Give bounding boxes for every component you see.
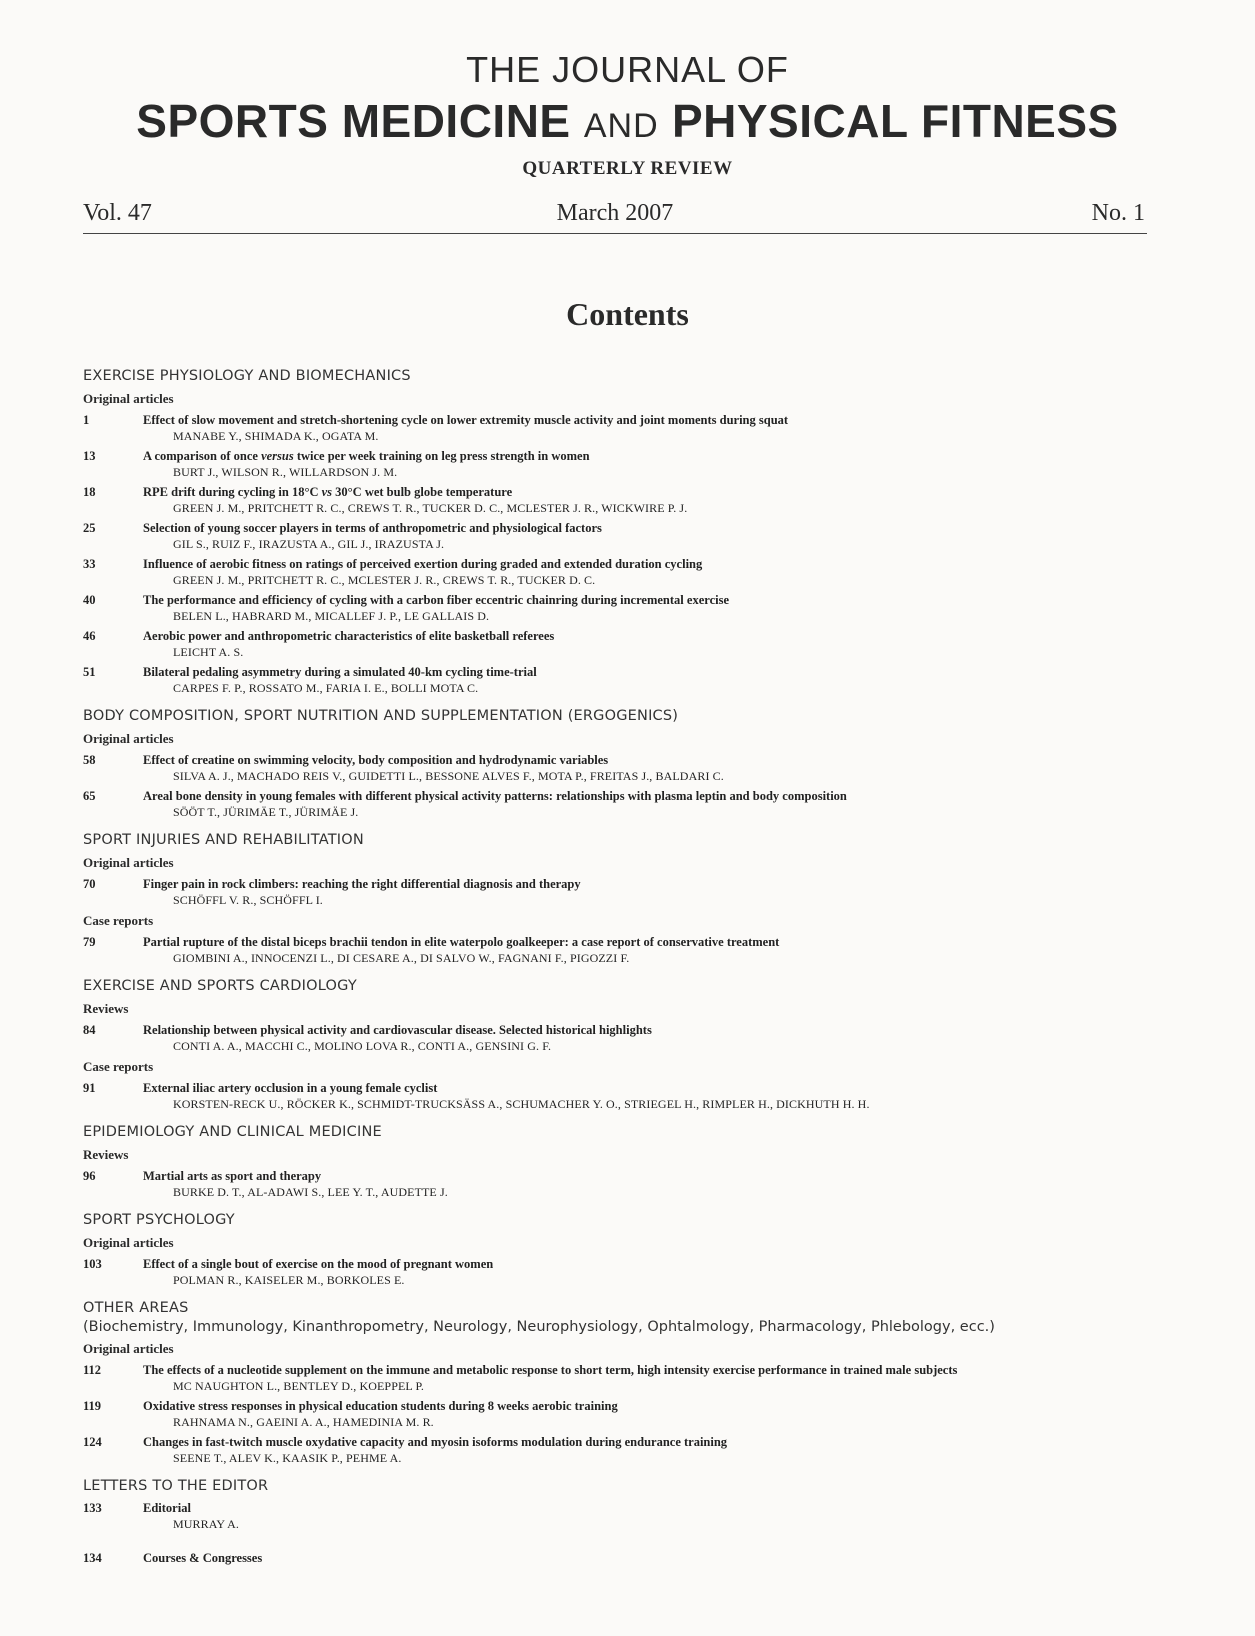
entry-page-number: 58: [83, 753, 96, 767]
toc-entry: [83, 520, 1183, 552]
entry-title: Martial arts as sport and therapy: [143, 1169, 322, 1183]
section-title: OTHER AREAS: [83, 1300, 189, 1316]
toc-entry: [83, 1256, 1183, 1288]
entry-authors: MANABE Y., SHIMADA K., OGATA M.: [173, 429, 379, 443]
entry-page-number: 25: [83, 521, 96, 535]
entry-title: RPE drift during cycling in 18°C vs 30°C wet bulb globe temperature: [143, 485, 513, 499]
italic-fragment: vs: [318, 485, 336, 499]
toc-entry: [83, 448, 1183, 480]
entry-page-number: 33: [83, 557, 96, 571]
toc-entry: [83, 484, 1183, 516]
toc-entry: [83, 664, 1183, 696]
toc-entry: [83, 1550, 1183, 1567]
entry-page-number: 46: [83, 629, 96, 643]
entry-title: Bilateral pedaling asymmetry during a simulated 40-km cycling time-trial: [143, 665, 537, 679]
entry-authors: GREEN J. M., PRITCHETT R. C., MCLESTER J. R., CREWS T. R., TUCKER D. C.: [173, 573, 596, 587]
entry-title: The effects of a nucleotide supplement on the immune and metabolic response to short term, high intensity exercise performance in trained male subjects: [143, 1363, 958, 1377]
spacer: [83, 1532, 1183, 1546]
article-type-label: Original articles: [83, 731, 174, 746]
toc-entry: [83, 1168, 1183, 1200]
entry-page-number: 18: [83, 485, 96, 499]
article-type-label: Case reports: [83, 913, 154, 928]
entry-title: Effect of slow movement and stretch-shortening cycle on lower extremity muscle activity and joint moments during squat: [143, 413, 789, 427]
entry-title: Effect of creatine on swimming velocity, body composition and hydrodynamic variables: [143, 753, 609, 767]
entry-title: Changes in fast-twitch muscle oxydative capacity and myosin isoforms modulation during endurance training: [143, 1435, 728, 1449]
article-type-label: Original articles: [83, 1341, 174, 1356]
entry-authors: SEENE T., ALEV K., KAASIK P., PEHME A.: [173, 1451, 402, 1465]
toc-entry: [83, 934, 1183, 966]
section-title: BODY COMPOSITION, SPORT NUTRITION AND SUPPLEMENTATION (ERGOGENICS): [83, 708, 679, 724]
section-title: LETTERS TO THE EDITOR: [83, 1478, 269, 1494]
entry-title: Editorial: [143, 1501, 191, 1515]
article-type-label: Reviews: [83, 1001, 129, 1016]
entry-authors: KORSTEN-RECK U., RÖCKER K., SCHMIDT-TRUCKSÄSS A., SCHUMACHER Y. O., STRIEGEL H., RIMPLER H., DICKHUTH H. H.: [173, 1097, 870, 1111]
toc-entry: [83, 1500, 1183, 1532]
entry-page-number: 79: [83, 935, 96, 949]
entry-authors: SILVA A. J., MACHADO REIS V., GUIDETTI L., BESSONE ALVES F., MOTA P., FREITAS J., BALDARI C.: [173, 769, 724, 783]
section-title: EXERCISE PHYSIOLOGY AND BIOMECHANICS: [83, 368, 411, 384]
entry-title: Influence of aerobic fitness on ratings of perceived exertion during graded and extended duration cycling: [143, 557, 703, 571]
journal-title-line1: THE JOURNAL OF: [466, 49, 789, 90]
section-subtitle: (Biochemistry, Immunology, Kinanthropometry, Neurology, Neurophysiology, Ophtalmology, Pharmacology, Phlebology, ecc.): [83, 1319, 995, 1335]
entry-authors: BELEN L., HABRARD M., MICALLEF J. P., LE GALLAIS D.: [173, 609, 490, 623]
journal-title-line2: [0, 94, 1255, 153]
issue-volume: Vol. 47: [83, 200, 152, 226]
section-title: EPIDEMIOLOGY AND CLINICAL MEDICINE: [83, 1124, 382, 1140]
entry-authors: RAHNAMA N., GAEINI A. A., HAMEDINIA M. R.: [173, 1415, 434, 1429]
entry-page-number: 96: [83, 1169, 96, 1183]
entry-page-number: 13: [83, 449, 96, 463]
toc-entry: [83, 788, 1183, 820]
entry-title: Selection of young soccer players in terms of anthropometric and physiological factors: [143, 521, 602, 535]
entry-authors: CONTI A. A., MACCHI C., MOLINO LOVA R., CONTI A., GENSINI G. F.: [173, 1039, 552, 1053]
article-type-label: Original articles: [83, 1235, 174, 1250]
toc-entry: [83, 592, 1183, 624]
toc-entry: [83, 1362, 1183, 1394]
entry-page-number: 112: [83, 1363, 102, 1377]
entry-authors: MC NAUGHTON L., BENTLEY D., KOEPPEL P.: [173, 1379, 425, 1393]
masthead: [0, 50, 1255, 153]
entry-page-number: 51: [83, 665, 96, 679]
toc-entry: [83, 556, 1183, 588]
entry-authors: MURRAY A.: [173, 1517, 240, 1531]
journal-subtitle: QUARTERLY REVIEW: [522, 158, 733, 179]
entry-authors: GREEN J. M., PRITCHETT R. C., CREWS T. R., TUCKER D. C., MCLESTER J. R., WICKWIRE P. J.: [173, 501, 688, 515]
entry-authors: BURKE D. T., AL-ADAWI S., LEE Y. T., AUDETTE J.: [173, 1185, 448, 1199]
entry-page-number: 70: [83, 877, 96, 891]
entry-title: Courses & Congresses: [143, 1551, 263, 1565]
article-type-label: Case reports: [83, 1059, 154, 1074]
entry-page-number: 119: [83, 1399, 102, 1413]
entry-title: External iliac artery occlusion in a young female cyclist: [143, 1081, 438, 1095]
journal-title-and: AND: [583, 107, 659, 145]
entry-title: Relationship between physical activity and cardiovascular disease. Selected historical highlights: [143, 1023, 652, 1037]
entry-authors: BURT J., WILSON R., WILLARDSON J. M.: [173, 465, 398, 479]
toc-entry: [83, 1434, 1183, 1466]
entry-authors: GIL S., RUIZ F., IRAZUSTA A., GIL J., IRAZUSTA J.: [173, 537, 445, 551]
issue-bar: [83, 200, 1147, 234]
toc-entry: [83, 1022, 1183, 1054]
toc-entry: [83, 1398, 1183, 1430]
article-type-label: Original articles: [83, 855, 174, 870]
entry-title: Areal bone density in young females with different physical activity patterns: relationships with plasma leptin and body composition: [143, 789, 847, 803]
journal-title-part1: SPORTS MEDICINE: [136, 95, 571, 147]
entry-title: The performance and efficiency of cycling with a carbon fiber eccentric chainring during incremental exercise: [143, 593, 729, 607]
section-title: SPORT INJURIES AND REHABILITATION: [83, 832, 364, 848]
entry-title: Finger pain in rock climbers: reaching the right differential diagnosis and therapy: [143, 877, 581, 891]
entry-page-number: 91: [83, 1081, 96, 1095]
entry-title: Aerobic power and anthropometric characteristics of elite basketball referees: [143, 629, 555, 643]
entry-page-number: 84: [83, 1023, 96, 1037]
entry-authors: CARPES F. P., ROSSATO M., FARIA I. E., BOLLI MOTA C.: [173, 681, 479, 695]
italic-fragment: versus: [261, 449, 294, 463]
toc-entry: [83, 628, 1183, 660]
toc-entry: [83, 876, 1183, 908]
entry-page-number: 1: [83, 413, 90, 427]
entry-page-number: 103: [83, 1257, 102, 1271]
table-of-contents: [83, 366, 1183, 1567]
article-type-label: Reviews: [83, 1147, 129, 1162]
entry-page-number: 65: [83, 789, 96, 803]
entry-page-number: 134: [83, 1551, 102, 1565]
section-title: SPORT PSYCHOLOGY: [83, 1212, 235, 1228]
entry-title: Effect of a single bout of exercise on the mood of pregnant women: [143, 1257, 494, 1271]
entry-title: Partial rupture of the distal biceps brachii tendon in elite waterpolo goalkeeper: a case report of conservative treatment: [143, 935, 780, 949]
section-title: EXERCISE AND SPORTS CARDIOLOGY: [83, 978, 357, 994]
journal-title-part2: PHYSICAL FITNESS: [671, 95, 1119, 147]
entry-authors: SCHÖFFL V. R., SCHÖFFL I.: [173, 893, 323, 907]
entry-page-number: 133: [83, 1501, 102, 1515]
toc-entry: [83, 412, 1183, 444]
entry-authors: LEICHT A. S.: [173, 645, 244, 659]
entry-title: A comparison of once versus twice per week training on leg press strength in women: [143, 449, 590, 463]
issue-date: March 2007: [556, 200, 674, 226]
entry-page-number: 124: [83, 1435, 102, 1449]
toc-entry: [83, 752, 1183, 784]
toc-entry: [83, 1080, 1183, 1112]
entry-authors: POLMAN R., KAISELER M., BORKOLES E.: [173, 1273, 405, 1287]
entry-authors: GIOMBINI A., INNOCENZI L., DI CESARE A., DI SALVO W., FAGNANI F., PIGOZZI F.: [173, 951, 630, 965]
entry-page-number: 40: [83, 593, 96, 607]
issue-number: No. 1: [1091, 200, 1145, 226]
article-type-label: Original articles: [83, 391, 174, 406]
entry-title: Oxidative stress responses in physical education students during 8 weeks aerobic training: [143, 1399, 618, 1413]
entry-authors: SÖÖT T., JÜRIMÄE T., JÜRIMÄE J.: [173, 805, 359, 819]
contents-heading: Contents: [566, 296, 689, 332]
